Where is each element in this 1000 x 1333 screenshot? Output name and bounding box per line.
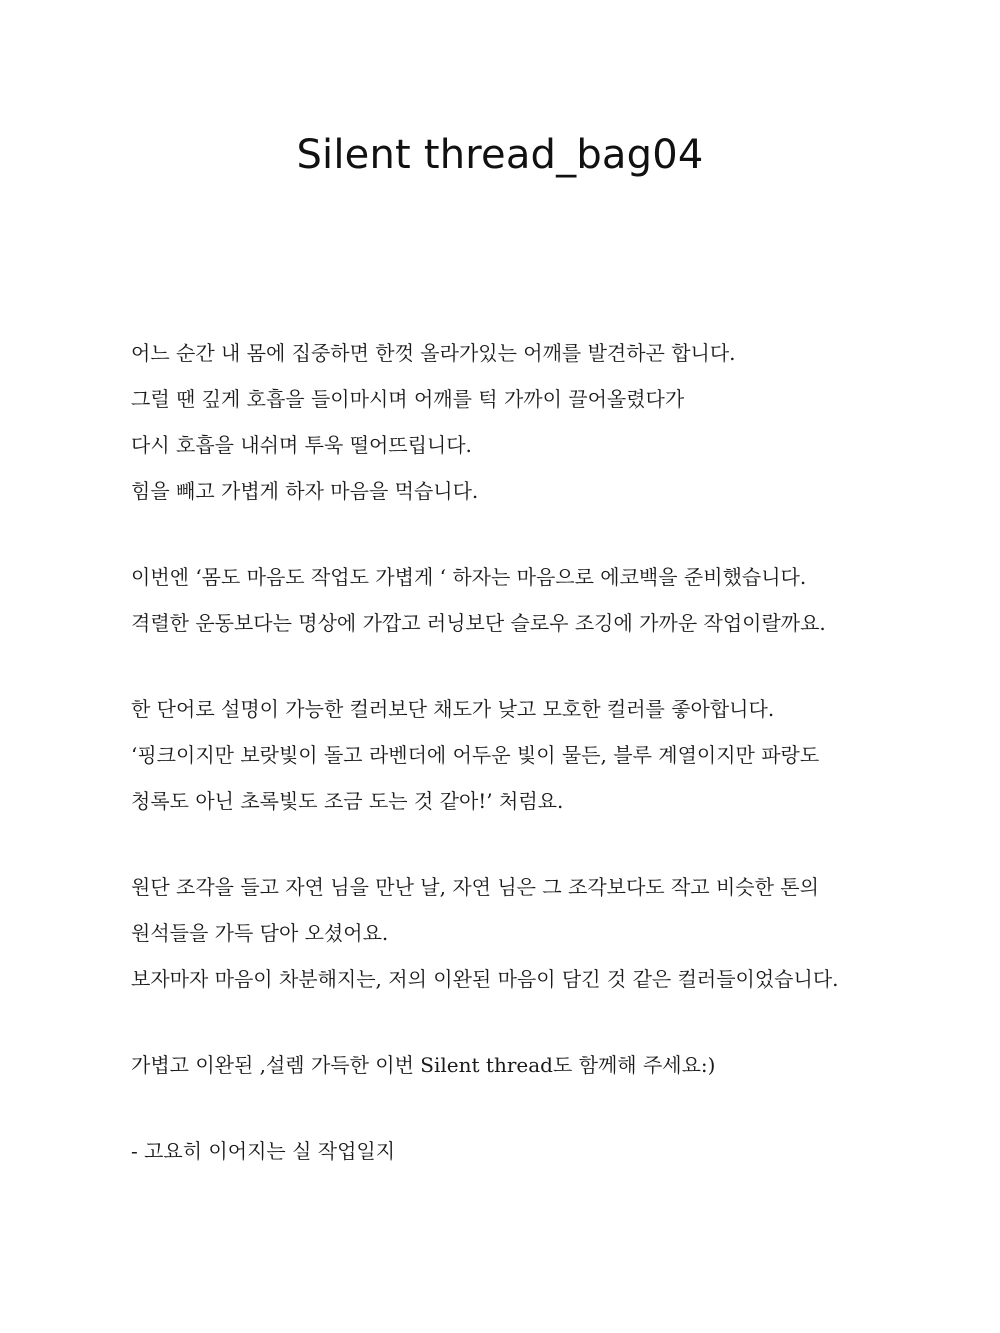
text-line: ‘핑크이지만 보랏빛이 돌고 라벤더에 어두운 빛이 물든, 블루 계열이지만 파랑도 (131, 743, 820, 767)
paragraph-4 (131, 864, 951, 1002)
text-line: 힘을 빼고 가볍게 하자 마음을 먹습니다. (131, 479, 479, 503)
text-line: 원단 조각을 들고 자연 님을 만난 날, 자연 님은 그 조각보다도 작고 비슷한 톤의 (131, 875, 819, 899)
text-line: 어느 순간 내 몸에 집중하면 한껏 올라가있는 어깨를 발견하곤 합니다. (131, 341, 736, 365)
text-line: 격렬한 운동보다는 명상에 가깝고 러닝보단 슬로우 조깅에 가까운 작업이랄까요. (131, 611, 826, 635)
text-line: 가볍고 이완된 ,설렘 가득한 이번 Silent thread도 함께해 주세요:) (131, 1053, 716, 1077)
paragraph-spacer (131, 514, 951, 554)
paragraph-spacer (131, 1002, 951, 1042)
text-line: 다시 호흡을 내쉬며 투욱 떨어뜨립니다. (131, 433, 472, 457)
paragraph-2 (131, 554, 951, 646)
paragraph-spacer (131, 1088, 951, 1128)
paragraph-spacer (131, 824, 951, 864)
text-line: 보자마자 마음이 차분해지는, 저의 이완된 마음이 담긴 것 같은 컬러들이었습니다. (131, 967, 839, 991)
text-line: - 고요히 이어지는 실 작업일지 (131, 1139, 396, 1163)
paragraph-1 (131, 330, 951, 514)
paragraph-5 (131, 1042, 951, 1088)
paragraph-3 (131, 686, 951, 824)
text-line: 그럴 땐 깊게 호흡을 들이마시며 어깨를 턱 가까이 끌어올렸다가 (131, 387, 685, 411)
text-line: 원석들을 가득 담아 오셨어요. (131, 921, 389, 945)
document-title: Silent thread_bag04 (296, 132, 704, 178)
text-line: 한 단어로 설명이 가능한 컬러보단 채도가 낮고 모호한 컬러를 좋아합니다. (131, 697, 775, 721)
paragraph-spacer (131, 646, 951, 686)
text-line: 이번엔 ‘몸도 마음도 작업도 가볍게 ‘ 하자는 마음으로 에코백을 준비했습니다. (131, 565, 807, 589)
text-line: 청록도 아닌 초록빛도 조금 도는 것 같아!’ 처럼요. (131, 789, 564, 813)
signature-line (131, 1128, 951, 1174)
document-body (131, 330, 951, 1174)
